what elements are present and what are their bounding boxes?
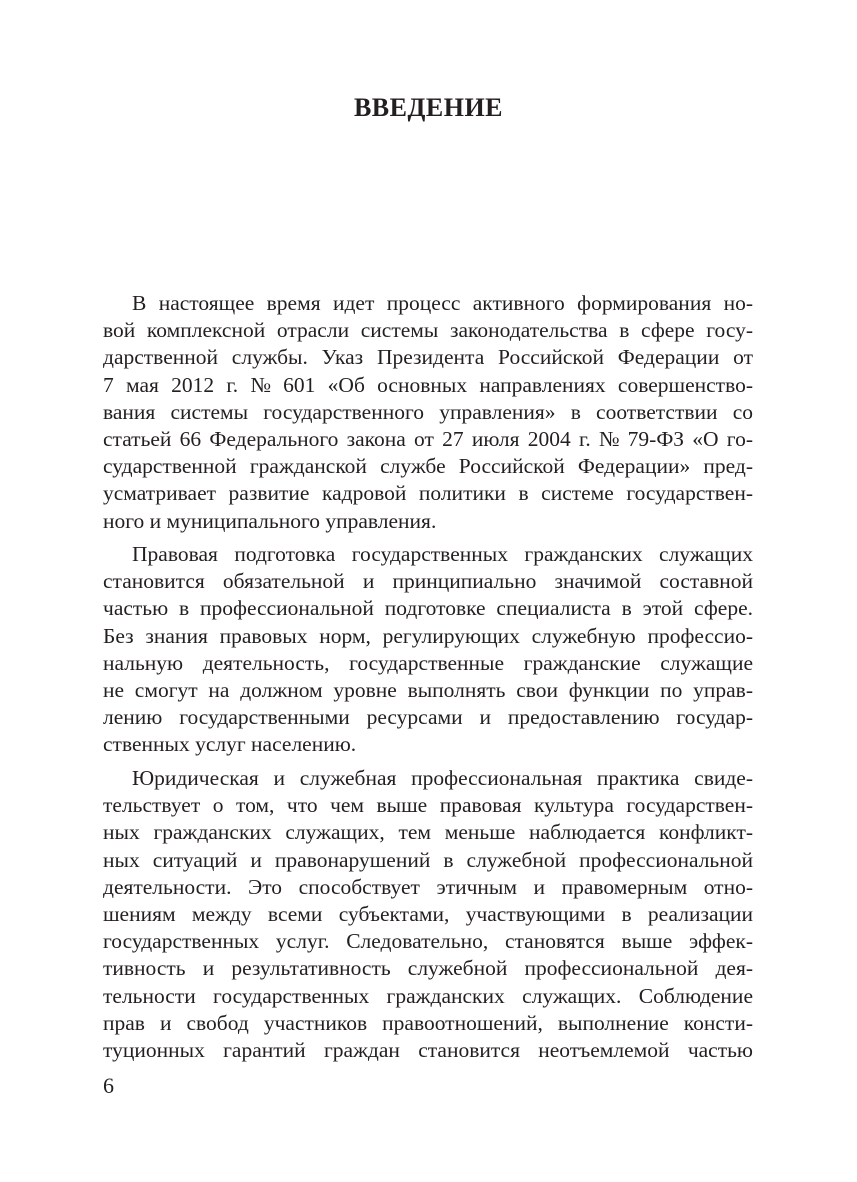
page-number: 6 — [103, 1073, 114, 1098]
paragraph-line: вания системы государственного управления» в соответствии со — [103, 399, 753, 424]
paragraph-3 — [103, 765, 753, 1064]
paragraph-line: становится обязательной и принципиально значимой составной — [103, 569, 753, 594]
paragraph-line: тивность и результативность служебной профессиональной дея- — [103, 956, 753, 981]
paragraph-line: тельствует о том, что чем выше правовая культура государствен- — [103, 793, 753, 818]
paragraph-line: лению государственными ресурсами и предоставлению государ- — [103, 705, 753, 730]
paragraph-line: ных ситуаций и правонарушений в служебной профессиональной — [103, 847, 753, 872]
paragraph-2 — [103, 541, 753, 759]
paragraph-line: сударственной гражданской службе Российской Федерации» пред- — [103, 454, 753, 479]
paragraph-line: усматривает развитие кадровой политики в системе государствен- — [103, 481, 753, 506]
paragraph-line: не смогут на должном уровне выполнять свои функции по управ- — [103, 677, 753, 702]
paragraph-line: нальную деятельность, государственные гражданские служащие — [103, 650, 753, 675]
paragraph-line: Правовая подготовка государственных гражданских служащих — [132, 542, 753, 566]
page-title: ВВЕДЕНИЕ — [353, 93, 504, 122]
paragraph-line: тельности государственных гражданских служащих. Соблюдение — [103, 983, 753, 1008]
paragraph-line: вой комплексной отрасли системы законодательства в сфере госу- — [103, 318, 753, 343]
paragraph-line: В настоящее время идет процесс активного формирования но- — [132, 291, 753, 315]
paragraph-line: ных гражданских служащих, тем меньше наблюдается конфликт- — [103, 820, 753, 845]
paragraph-1 — [103, 290, 753, 535]
paragraph-line: статьей 66 Федерального закона от 27 июля 2004 г. № 79-ФЗ «О го- — [103, 426, 753, 451]
paragraph-line: Без знания правовых норм, регулирующих служебную профессио- — [103, 623, 753, 648]
paragraph-line: туционных гарантий граждан становится неотъемлемой частью — [103, 1037, 753, 1062]
paragraph-line: 7 мая 2012 г. № 601 «Об основных направлениях совершенство- — [103, 372, 753, 397]
paragraph-line: прав и свобод участников правоотношений, выполнение консти- — [103, 1010, 753, 1035]
paragraph-line: Юридическая и служебная профессиональная практика свиде- — [132, 766, 753, 790]
paragraph-line: деятельности. Это способствует этичным и правомерным отно- — [103, 874, 753, 899]
paragraph-line: ственных услуг населению. — [103, 732, 357, 757]
paragraph-line: дарственной службы. Указ Президента Российской Федерации от — [103, 345, 753, 370]
paragraph-line: частью в профессиональной подготовке специалиста в этой сфере. — [103, 596, 753, 621]
paragraph-line: ного и муниципального управления. — [103, 508, 437, 533]
paragraph-line: шениям между всеми субъектами, участвующими в реализации — [103, 901, 753, 926]
paragraph-line: государственных услуг. Следовательно, становятся выше эффек- — [103, 929, 753, 954]
